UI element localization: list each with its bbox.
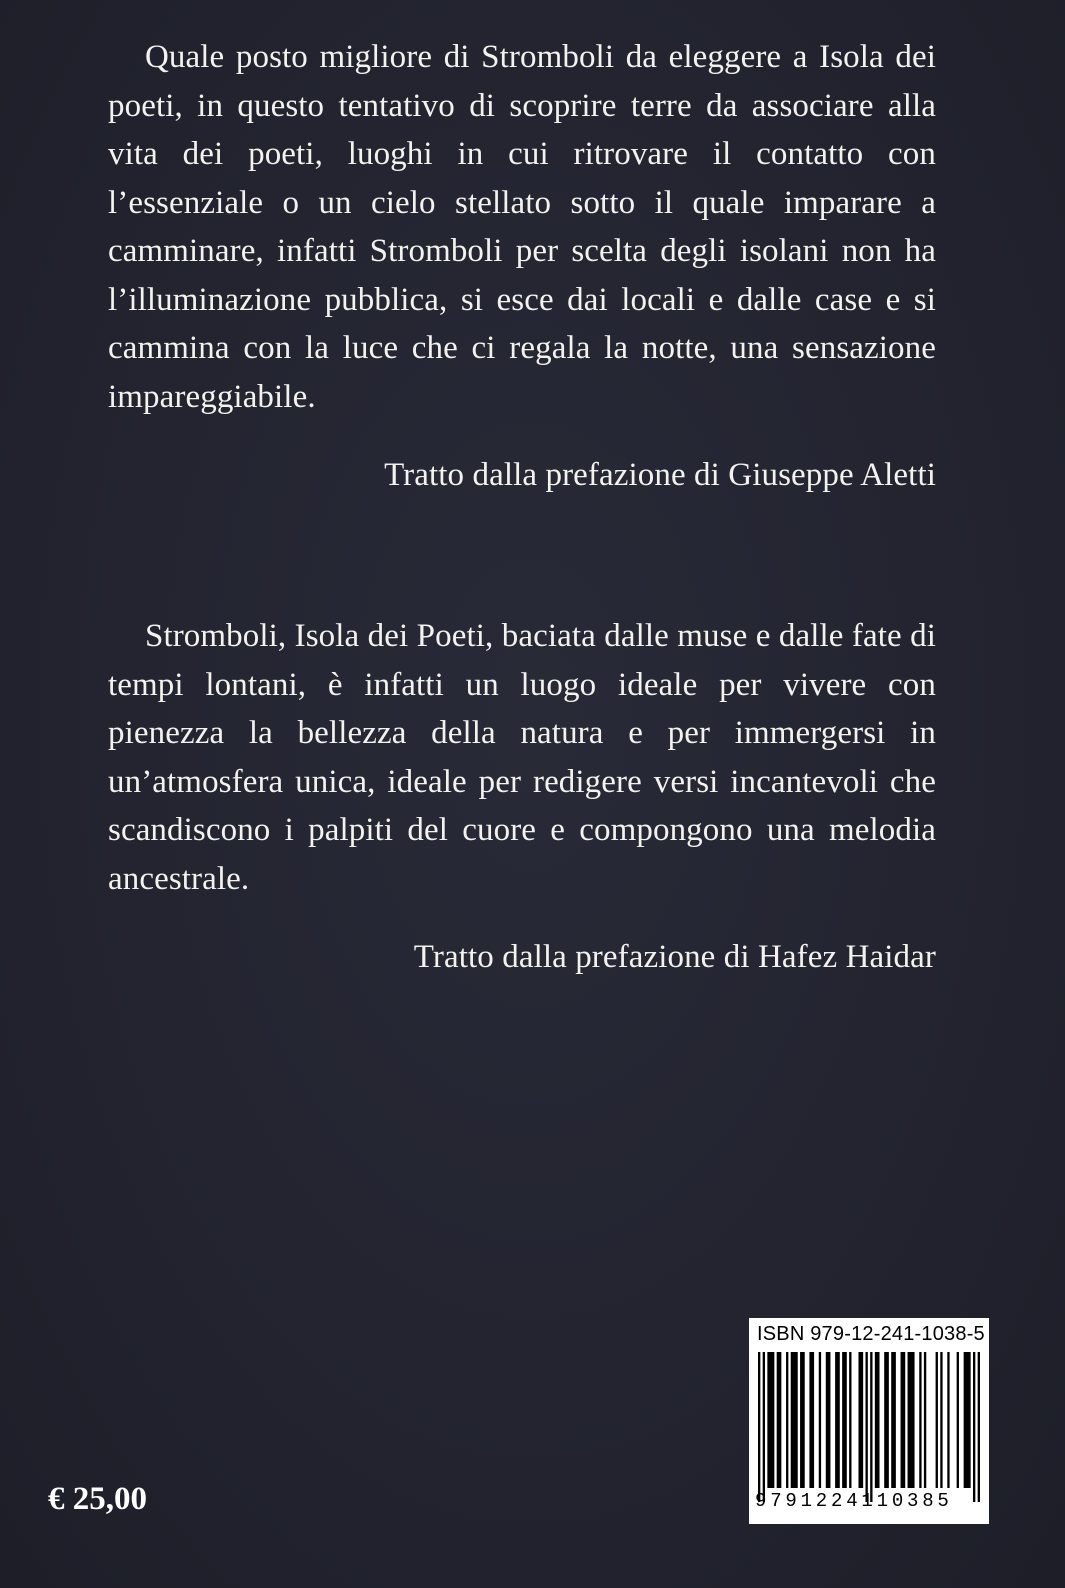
barcode-bar — [786, 1352, 788, 1488]
barcode-digits: 9791224110385 — [755, 1490, 953, 1512]
barcode-bar — [919, 1352, 921, 1488]
barcode-bar — [835, 1352, 840, 1488]
barcode-bar — [767, 1352, 774, 1488]
barcode-bar — [842, 1352, 847, 1488]
barcode-bar — [884, 1352, 889, 1488]
barcode-graphic — [758, 1352, 980, 1502]
barcode-bar — [901, 1352, 906, 1488]
barcode-bar — [858, 1352, 863, 1488]
barcode-bar — [777, 1352, 782, 1488]
barcode-bar — [957, 1352, 959, 1488]
barcode-bar — [849, 1352, 851, 1488]
quote-attribution: Tratto dalla prefazione di Giuseppe Aletti — [384, 457, 936, 493]
quote-giuseppe-aletti — [108, 33, 936, 500]
barcode-bar — [891, 1352, 896, 1488]
isbn-label: ISBN 979-12-241-1038-5 — [757, 1323, 985, 1345]
barcode-bar — [973, 1352, 975, 1502]
barcode-bar — [940, 1352, 942, 1488]
quote-hafez-haidar — [108, 612, 936, 982]
quote-text: Stromboli, Isola dei Poeti, baciata dalle muse e dalle fate di tempi lontani, è infatti un luogo ideale per vivere con pienezza la bellezza della natura e per immergersi in un’atmosfera unica, ideale per redigere versi incantevoli che scandiscono i palpiti del cuore e compongono una melodia ancestrale. — [108, 618, 936, 897]
barcode-bar — [908, 1352, 915, 1488]
barcode-bar — [978, 1352, 980, 1502]
barcode-bar — [758, 1352, 760, 1502]
quote-attribution: Tratto dalla prefazione di Hafez Haidar — [413, 939, 936, 975]
isbn-barcode-box — [749, 1318, 989, 1524]
barcode-bar — [875, 1352, 880, 1488]
barcode-bar — [865, 1352, 867, 1502]
barcode-bar — [819, 1352, 821, 1488]
barcode-bar — [826, 1352, 831, 1488]
barcode-bar — [947, 1352, 949, 1488]
barcode-bar — [964, 1352, 971, 1488]
barcode-bar — [763, 1352, 765, 1502]
barcode-bar — [791, 1352, 798, 1488]
quote-text: Quale posto migliore di Stromboli da eleggere a Isola dei poeti, in questo tentativo di scoprire terre da associare alla vita dei poeti, luoghi in cui ritrovare il contatto con l’essenziale o un cielo stellato sotto il quale imparare a camminare, infatti Stromboli per scelta degli isolani non ha l’illuminazione pubblica, si esce dai locali e dalle case e si cammina con la luce che ci regala la notte, una sensazione impareggiabile. — [108, 39, 936, 415]
price-label: € 25,00 — [48, 1481, 147, 1517]
barcode-bar — [924, 1352, 926, 1488]
barcode-bar — [936, 1352, 938, 1488]
barcode-bar — [870, 1352, 872, 1502]
barcode-bar — [809, 1352, 814, 1488]
barcode-bar — [800, 1352, 805, 1488]
